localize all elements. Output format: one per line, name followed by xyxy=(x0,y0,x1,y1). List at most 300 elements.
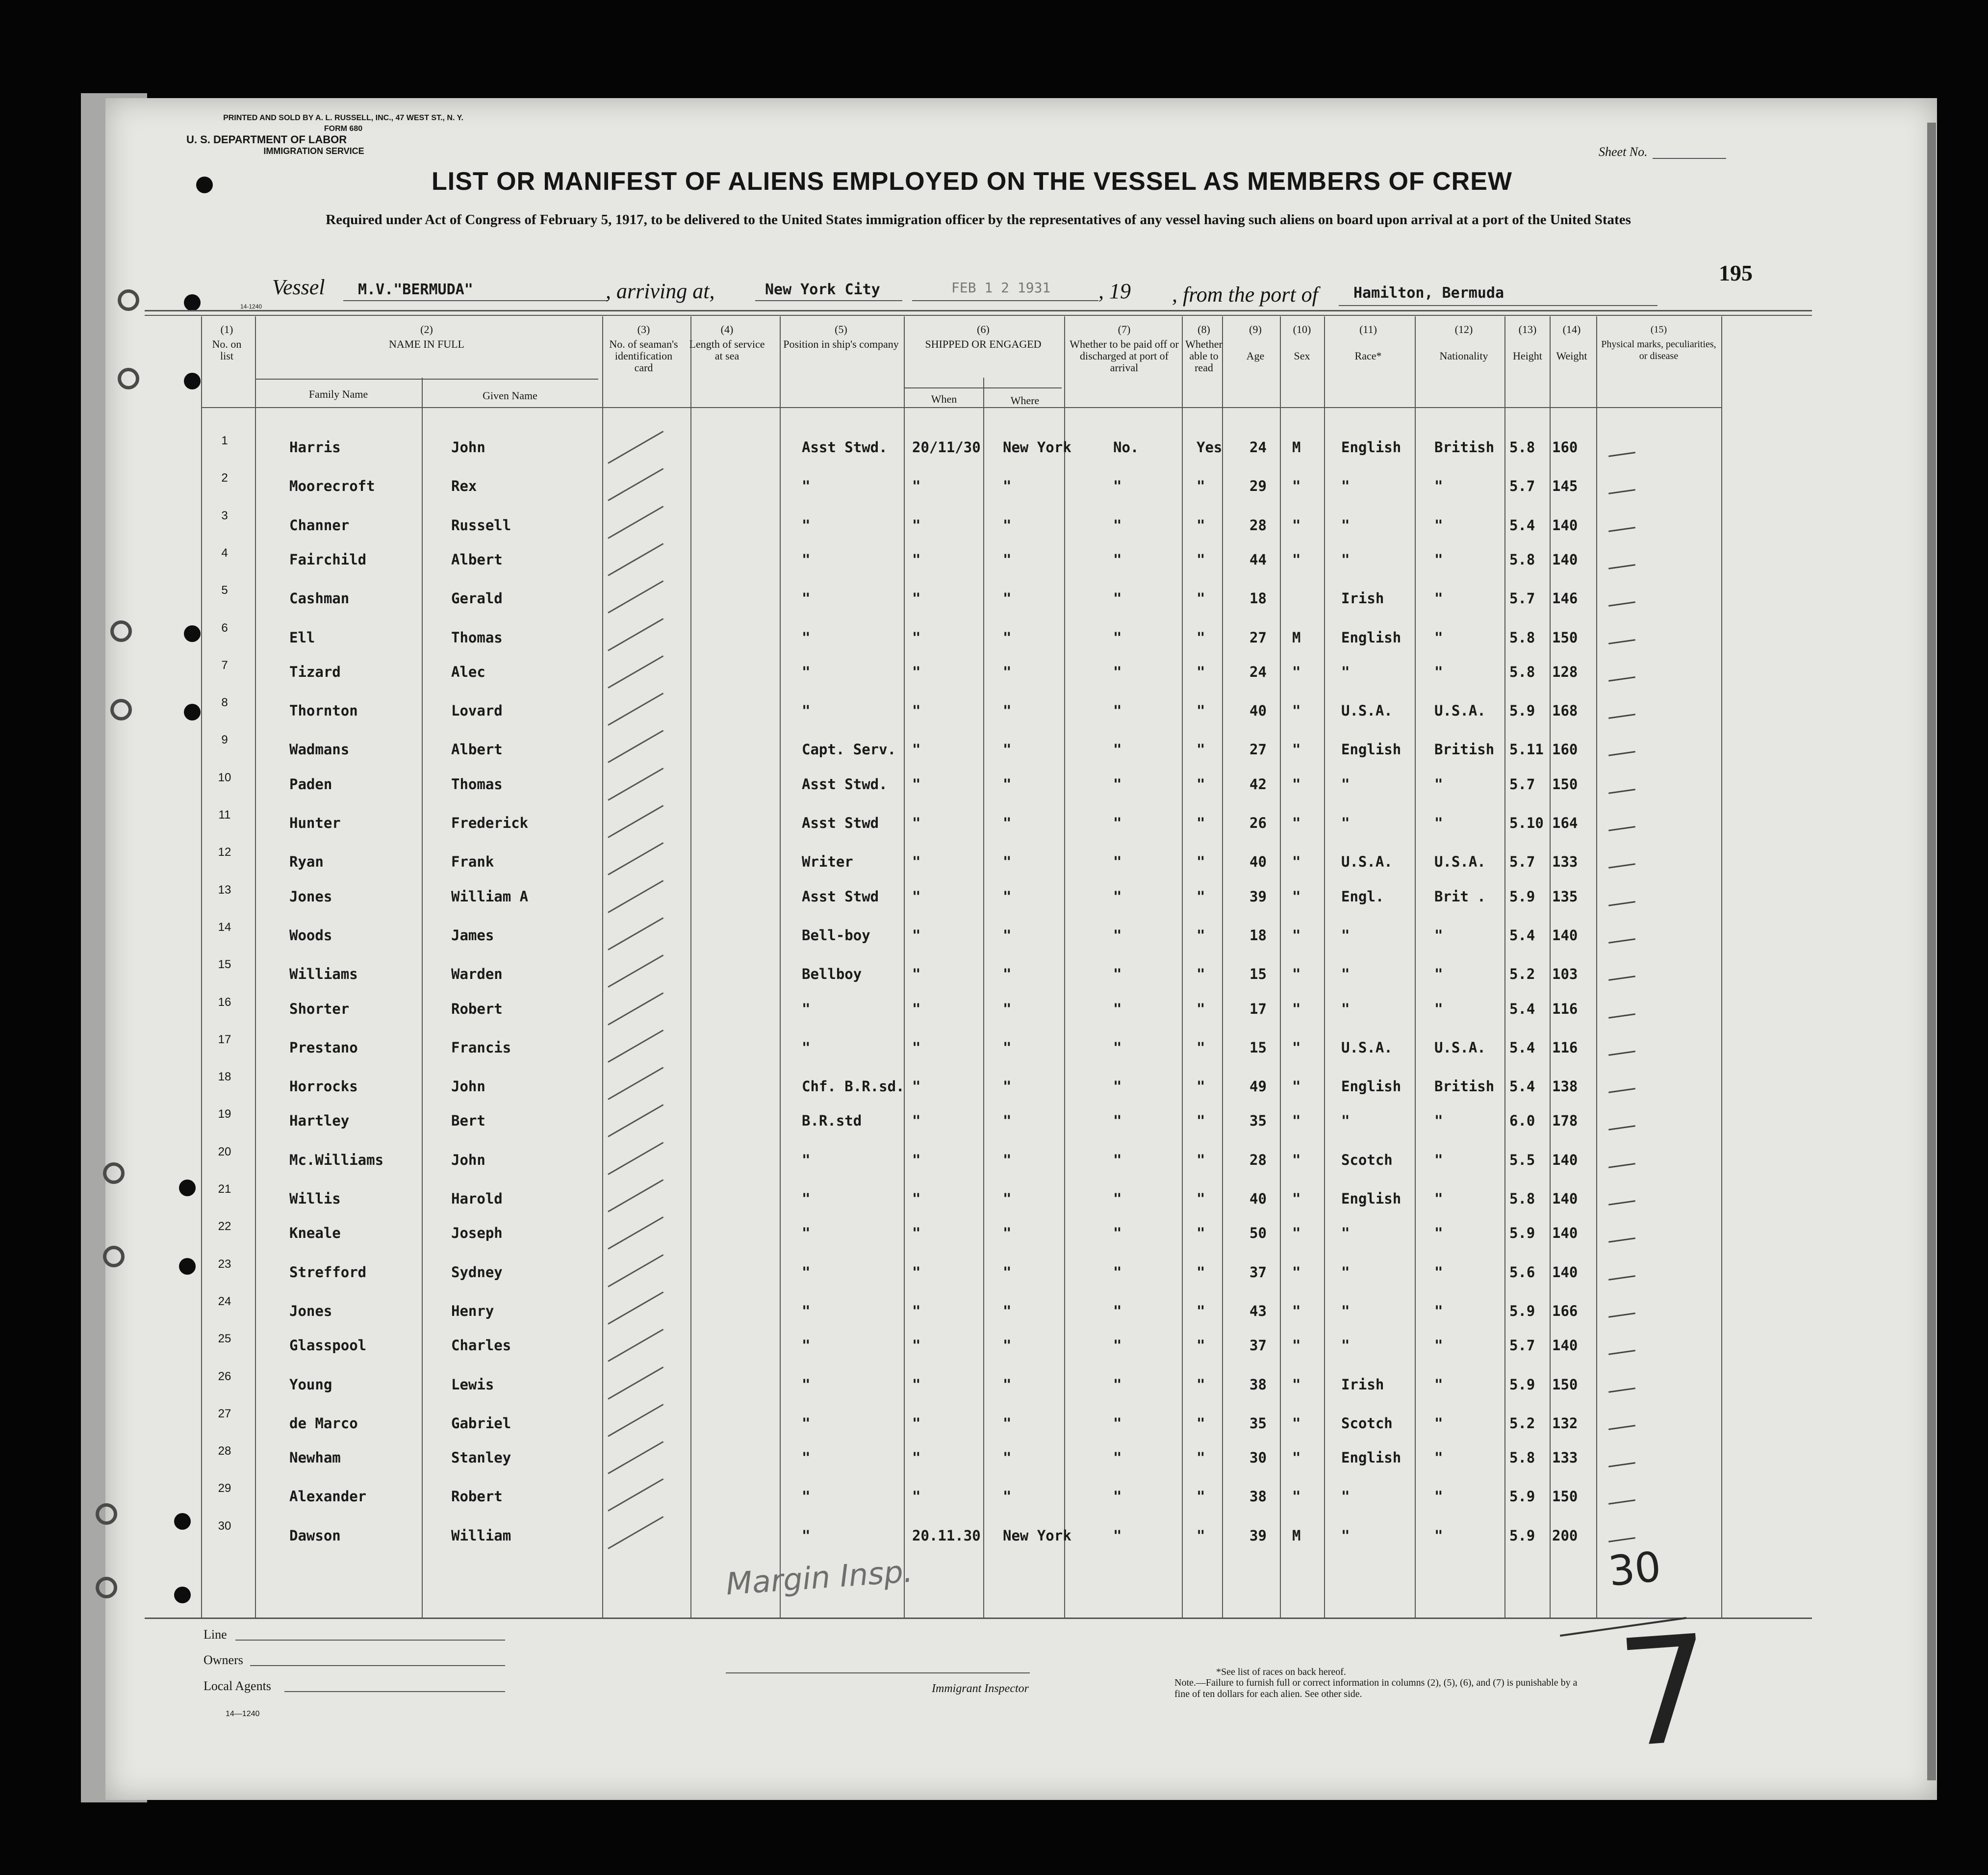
col9-header: (9) Age xyxy=(1246,323,1265,362)
cell-where: " xyxy=(1003,1302,1012,1319)
cell-weight: 166 xyxy=(1552,1302,1578,1319)
cell-family: Shorter xyxy=(289,1000,350,1017)
cell-sex: " xyxy=(1292,551,1301,568)
cell-height: 5.8 xyxy=(1509,1190,1535,1207)
cell-weight: 178 xyxy=(1552,1112,1578,1130)
cell-sex: " xyxy=(1292,1190,1301,1207)
col6-header: (6) SHIPPED OR ENGAGED xyxy=(925,323,1042,350)
column-rule xyxy=(201,316,202,1618)
cell-height: 5.9 xyxy=(1509,1225,1535,1242)
printer-credit: PRINTED AND SOLD BY A. L. RUSSELL, INC., 47 WEST ST., N. Y. xyxy=(223,114,463,122)
cell-height: 5.5 xyxy=(1509,1151,1535,1168)
binder-hole xyxy=(174,1587,191,1603)
cell-when: " xyxy=(912,1039,921,1056)
cell-paid: " xyxy=(1113,1337,1122,1354)
cell-where: " xyxy=(1003,1039,1012,1056)
cell-when: 20/11/30 xyxy=(912,439,981,456)
cell-race: U.S.A. xyxy=(1341,1039,1393,1056)
cell-family: Jones xyxy=(289,888,332,905)
cell-read: " xyxy=(1197,663,1205,680)
cell-nationality: " xyxy=(1434,516,1443,534)
cell-family: Paden xyxy=(289,775,332,793)
cell-age: 29 xyxy=(1249,478,1267,495)
cell-when: " xyxy=(912,629,921,646)
cell-given: Thomas xyxy=(451,629,503,646)
binder-hole xyxy=(179,1180,196,1196)
cell-family: de Marco xyxy=(289,1414,358,1432)
form-number: FORM 680 xyxy=(324,125,363,133)
cell-read: Yes xyxy=(1197,439,1223,456)
cell-age: 40 xyxy=(1249,1190,1267,1207)
cell-sex: " xyxy=(1292,815,1301,831)
cell-age: 24 xyxy=(1249,663,1267,680)
column-rule xyxy=(1324,316,1325,1618)
row-number: 24 xyxy=(218,1294,231,1308)
cell-given: Henry xyxy=(451,1302,494,1319)
binder-ring xyxy=(110,620,132,642)
from-port-line xyxy=(1339,305,1657,306)
where-header: Where xyxy=(1010,394,1040,407)
owners-label: Owners xyxy=(204,1653,243,1667)
cell-sex: " xyxy=(1292,1039,1301,1056)
manifest-subtitle: Required under Act of Congress of February 5, 1917, to be delivered to the United States immigration officer by the representatives of any vessel having such aliens on board upon arrival at a port of the United States xyxy=(326,212,1631,228)
cell-height: 5.9 xyxy=(1509,1527,1535,1544)
cell-read: " xyxy=(1197,815,1205,831)
cell-weight: 132 xyxy=(1552,1414,1578,1432)
cell-height: 5.9 xyxy=(1509,888,1535,905)
cell-given: William xyxy=(451,1527,511,1544)
binder-hole xyxy=(184,704,201,720)
cell-nationality: " xyxy=(1434,1190,1443,1207)
cell-where: " xyxy=(1003,1078,1012,1095)
cell-read: " xyxy=(1197,1190,1205,1207)
cell-paid: " xyxy=(1113,775,1122,793)
row-number: 16 xyxy=(218,995,231,1009)
cell-sex: " xyxy=(1292,1302,1301,1319)
cell-race: " xyxy=(1341,1337,1350,1354)
column-rule xyxy=(1721,316,1722,1618)
cell-position: " xyxy=(802,551,811,568)
cell-nationality: U.S.A. xyxy=(1434,702,1486,719)
cell-weight: 135 xyxy=(1552,888,1578,905)
cell-read: " xyxy=(1197,966,1205,983)
cell-position: " xyxy=(802,1337,811,1354)
cell-position: Asst Stwd. xyxy=(802,775,888,793)
cell-paid: " xyxy=(1113,926,1122,944)
cell-sex: " xyxy=(1292,1000,1301,1017)
cell-where: " xyxy=(1003,741,1012,758)
cell-where: " xyxy=(1003,1151,1012,1168)
cell-family: Harris xyxy=(289,439,341,456)
cell-nationality: British xyxy=(1434,439,1495,456)
column-rule xyxy=(1504,316,1505,1618)
cell-position: " xyxy=(802,1151,811,1168)
cell-given: Sydney xyxy=(451,1263,503,1281)
cell-nationality: " xyxy=(1434,1337,1443,1354)
cell-read: " xyxy=(1197,1337,1205,1354)
row-number: 7 xyxy=(221,658,228,672)
cell-given: Robert xyxy=(451,1488,503,1505)
cell-read: " xyxy=(1197,775,1205,793)
cell-race: " xyxy=(1341,663,1350,680)
cell-paid: " xyxy=(1113,1225,1122,1242)
cell-weight: 140 xyxy=(1552,1337,1578,1354)
cell-given: Charles xyxy=(451,1337,511,1354)
handwritten-count: 30 xyxy=(1606,1542,1663,1596)
cell-given: Gerald xyxy=(451,590,503,607)
cell-paid: " xyxy=(1113,478,1122,495)
binder-ring xyxy=(96,1503,117,1525)
row-number: 2 xyxy=(221,471,228,485)
binder-hole xyxy=(184,294,201,311)
cell-when: " xyxy=(912,1302,921,1319)
cell-paid: " xyxy=(1113,966,1122,983)
cell-given: William A xyxy=(451,888,529,905)
col11-header: (11) Race* xyxy=(1354,323,1382,362)
cell-age: 30 xyxy=(1249,1449,1267,1466)
cell-sex: " xyxy=(1292,926,1301,944)
cell-read: " xyxy=(1197,702,1205,719)
cell-paid: " xyxy=(1113,741,1122,758)
cell-age: 18 xyxy=(1249,590,1267,607)
cell-position: " xyxy=(802,1449,811,1466)
cell-given: John xyxy=(451,439,485,456)
cell-weight: 200 xyxy=(1552,1527,1578,1544)
row-number: 28 xyxy=(218,1444,231,1458)
cell-age: 40 xyxy=(1249,702,1267,719)
cell-when: " xyxy=(912,590,921,607)
cell-when: " xyxy=(912,1449,921,1466)
cell-weight: 160 xyxy=(1552,741,1578,758)
cell-height: 5.2 xyxy=(1509,1414,1535,1432)
column-rule xyxy=(1550,316,1551,1618)
cell-when: " xyxy=(912,1376,921,1393)
cell-sex: " xyxy=(1292,966,1301,983)
cell-given: John xyxy=(451,1078,485,1095)
row-number: 25 xyxy=(218,1332,231,1346)
cell-position: " xyxy=(802,1190,811,1207)
row-number: 5 xyxy=(221,584,228,597)
cell-paid: " xyxy=(1113,702,1122,719)
row-number: 26 xyxy=(218,1369,231,1383)
row-number: 18 xyxy=(218,1070,231,1084)
row-number: 3 xyxy=(221,509,228,522)
cell-paid: " xyxy=(1113,1376,1122,1393)
cell-family: Fairchild xyxy=(289,551,367,568)
cell-nationality: " xyxy=(1434,815,1443,831)
cell-family: Ryan xyxy=(289,853,324,871)
cell-weight: 140 xyxy=(1552,1190,1578,1207)
cell-where: " xyxy=(1003,926,1012,944)
cell-where: " xyxy=(1003,1488,1012,1505)
cell-where: " xyxy=(1003,478,1012,495)
arriving-line xyxy=(755,300,902,301)
cell-race: English xyxy=(1341,741,1402,758)
cell-position: " xyxy=(802,1488,811,1505)
sheet-no-line xyxy=(1653,158,1726,159)
cell-weight: 116 xyxy=(1552,1000,1578,1017)
cell-nationality: " xyxy=(1434,1376,1443,1393)
cell-sex: " xyxy=(1292,478,1301,495)
service-name: IMMIGRATION SERVICE xyxy=(263,146,364,156)
cell-paid: " xyxy=(1113,1190,1122,1207)
cell-when: " xyxy=(912,741,921,758)
cell-nationality: British xyxy=(1434,741,1495,758)
column-rule xyxy=(1222,316,1223,1618)
cell-sex: " xyxy=(1292,702,1301,719)
cell-weight: 168 xyxy=(1552,702,1578,719)
cell-race: " xyxy=(1341,478,1350,495)
cell-given: John xyxy=(451,1151,485,1168)
cell-when: " xyxy=(912,551,921,568)
cell-height: 5.7 xyxy=(1509,1337,1535,1354)
binder-hole xyxy=(174,1513,191,1530)
arriving-label: , arriving at, xyxy=(606,279,715,303)
cell-paid: " xyxy=(1113,1078,1122,1095)
cell-paid: " xyxy=(1113,888,1122,905)
inspector-line xyxy=(726,1672,1030,1673)
cell-family: Strefford xyxy=(289,1263,367,1281)
cell-race: Irish xyxy=(1341,1376,1384,1393)
margin-inspection-note: Margin Insp. xyxy=(724,1553,914,1602)
column-rule xyxy=(904,316,905,1618)
cell-paid: " xyxy=(1113,590,1122,607)
cell-race: " xyxy=(1341,1263,1350,1281)
cell-weight: 140 xyxy=(1552,1151,1578,1168)
cell-age: 49 xyxy=(1249,1078,1267,1095)
cell-weight: 138 xyxy=(1552,1078,1578,1095)
row-number: 20 xyxy=(218,1145,231,1158)
date-stamp: FEB 1 2 1931 xyxy=(951,280,1051,296)
cell-when: " xyxy=(912,702,921,719)
cell-sex: " xyxy=(1292,1449,1301,1466)
cell-weight: 150 xyxy=(1552,629,1578,646)
col7-header: (7) Whether to be paid off or discharged at port of arrival xyxy=(1070,323,1179,374)
cell-where: " xyxy=(1003,663,1012,680)
cell-when: " xyxy=(912,516,921,534)
cell-paid: " xyxy=(1113,516,1122,534)
row-number: 22 xyxy=(218,1220,231,1233)
cell-given: Bert xyxy=(451,1112,485,1130)
row-number: 15 xyxy=(218,958,231,972)
cell-weight: 140 xyxy=(1552,516,1578,534)
row-number: 4 xyxy=(221,546,228,560)
cell-position: " xyxy=(802,478,811,495)
cell-sex: " xyxy=(1292,1078,1301,1095)
table-bottom-rule xyxy=(145,1618,1812,1619)
cell-when: " xyxy=(912,775,921,793)
cell-family: Tizard xyxy=(289,663,341,680)
cell-height: 5.7 xyxy=(1509,775,1535,793)
vessel-line xyxy=(343,300,608,301)
cell-family: Williams xyxy=(289,966,358,983)
cell-family: Hunter xyxy=(289,815,341,831)
cell-race: English xyxy=(1341,439,1402,456)
cell-when: " xyxy=(912,1151,921,1168)
cell-given: Albert xyxy=(451,741,503,758)
local-agents-field xyxy=(284,1691,505,1692)
cell-height: 5.4 xyxy=(1509,1039,1535,1056)
row-number: 21 xyxy=(218,1182,231,1196)
cell-read: " xyxy=(1197,1078,1205,1095)
cell-age: 37 xyxy=(1249,1337,1267,1354)
from-port-label: , from the port of xyxy=(1172,283,1318,307)
col14-header: (14) Weight xyxy=(1556,323,1587,362)
cell-paid: " xyxy=(1113,1414,1122,1432)
cell-age: 15 xyxy=(1249,1039,1267,1056)
cell-given: Lewis xyxy=(451,1376,494,1393)
cell-weight: 145 xyxy=(1552,478,1578,495)
cell-height: 5.4 xyxy=(1509,1078,1535,1095)
year-label: , 19 xyxy=(1098,279,1131,303)
cell-race: " xyxy=(1341,551,1350,568)
cell-age: 37 xyxy=(1249,1263,1267,1281)
cell-nationality: " xyxy=(1434,1488,1443,1505)
cell-family: Mc.Williams xyxy=(289,1151,384,1168)
cell-where: " xyxy=(1003,815,1012,831)
cell-family: Prestano xyxy=(289,1039,358,1056)
cell-family: Glasspool xyxy=(289,1337,367,1354)
cell-where: " xyxy=(1003,966,1012,983)
row-number: 27 xyxy=(218,1407,231,1420)
col13-header: (13) Height xyxy=(1513,323,1542,362)
cell-where: " xyxy=(1003,629,1012,646)
cell-age: 28 xyxy=(1249,1151,1267,1168)
cell-height: 5.2 xyxy=(1509,966,1535,983)
binder-hole xyxy=(196,177,213,193)
cell-race: Scotch xyxy=(1341,1414,1393,1432)
cell-family: Newham xyxy=(289,1449,341,1466)
races-note: *See list of races on back hereof. xyxy=(1216,1667,1346,1677)
cell-sex: " xyxy=(1292,1225,1301,1242)
cell-when: " xyxy=(912,1263,921,1281)
cell-family: Channer xyxy=(289,516,350,534)
when-header: When xyxy=(931,393,957,405)
row-number: 17 xyxy=(218,1032,231,1046)
cell-read: " xyxy=(1197,888,1205,905)
cell-where: " xyxy=(1003,516,1012,534)
cell-family: Willis xyxy=(289,1190,341,1207)
cell-where: " xyxy=(1003,702,1012,719)
cell-where: " xyxy=(1003,1190,1012,1207)
cell-family: Kneale xyxy=(289,1225,341,1242)
cell-nationality: " xyxy=(1434,478,1443,495)
cell-race: Scotch xyxy=(1341,1151,1393,1168)
cell-given: Gabriel xyxy=(451,1414,511,1432)
row-number: 23 xyxy=(218,1257,231,1271)
cell-height: 5.9 xyxy=(1509,1376,1535,1393)
cell-height: 5.7 xyxy=(1509,590,1535,607)
binder-ring xyxy=(103,1162,125,1184)
cell-family: Thornton xyxy=(289,702,358,719)
cell-sex: " xyxy=(1292,1263,1301,1281)
cell-age: 38 xyxy=(1249,1488,1267,1505)
cell-where: " xyxy=(1003,1225,1012,1242)
cell-when: " xyxy=(912,1078,921,1095)
cell-when: " xyxy=(912,478,921,495)
cell-height: 5.11 xyxy=(1509,741,1544,758)
cell-given: Warden xyxy=(451,966,503,983)
cell-position: Asst Stwd xyxy=(802,888,879,905)
cell-position: " xyxy=(802,629,811,646)
cell-height: 5.4 xyxy=(1509,1000,1535,1017)
cell-paid: " xyxy=(1113,629,1122,646)
cell-nationality: " xyxy=(1434,1263,1443,1281)
cell-where: " xyxy=(1003,1376,1012,1393)
cell-sex: M xyxy=(1292,439,1301,456)
cell-given: Alec xyxy=(451,663,485,680)
row-number: 30 xyxy=(218,1519,231,1533)
col3-header: (3) No. of seaman's identification card xyxy=(609,323,678,374)
cell-age: 15 xyxy=(1249,966,1267,983)
cell-given: Stanley xyxy=(451,1449,511,1466)
column-rule xyxy=(255,316,256,1618)
cell-weight: 140 xyxy=(1552,926,1578,944)
column-rule xyxy=(1596,316,1597,1618)
form-code: 14—1240 xyxy=(226,1710,260,1718)
cell-paid: " xyxy=(1113,1112,1122,1130)
cell-paid: " xyxy=(1113,1151,1122,1168)
cell-when: " xyxy=(912,1112,921,1130)
cell-paid: " xyxy=(1113,663,1122,680)
cell-race: English xyxy=(1341,1449,1402,1466)
cell-paid: " xyxy=(1113,1488,1122,1505)
cell-position: Chf. B.R.sd. xyxy=(802,1078,905,1095)
binder-ring xyxy=(110,699,132,720)
cell-nationality: " xyxy=(1434,775,1443,793)
cell-sex: " xyxy=(1292,1376,1301,1393)
cell-height: 5.7 xyxy=(1509,853,1535,871)
column-rule xyxy=(690,316,691,1618)
cell-weight: 128 xyxy=(1552,663,1578,680)
row-number: 19 xyxy=(218,1107,231,1121)
cell-nationality: " xyxy=(1434,629,1443,646)
binder-hole xyxy=(184,625,201,642)
cell-given: Joseph xyxy=(451,1225,503,1242)
vessel-name: M.V."BERMUDA" xyxy=(358,281,473,298)
cell-sex: " xyxy=(1292,1112,1301,1130)
cell-where: " xyxy=(1003,1000,1012,1017)
cell-position: " xyxy=(802,1039,811,1056)
cell-nationality: " xyxy=(1434,926,1443,944)
cell-position: " xyxy=(802,516,811,534)
sheet-edge xyxy=(1927,123,1936,1780)
cell-position: Bell-boy xyxy=(802,926,870,944)
cell-where: New York xyxy=(1003,439,1071,456)
cell-read: " xyxy=(1197,1039,1205,1056)
cell-family: Hartley xyxy=(289,1112,350,1130)
cell-where: " xyxy=(1003,551,1012,568)
page-number: 195 xyxy=(1719,260,1753,285)
cell-race: U.S.A. xyxy=(1341,702,1393,719)
date-line xyxy=(912,300,1098,301)
cell-height: 5.10 xyxy=(1509,815,1544,831)
cell-read: " xyxy=(1197,926,1205,944)
cell-nationality: " xyxy=(1434,1225,1443,1242)
cell-read: " xyxy=(1197,1414,1205,1432)
cell-race: U.S.A. xyxy=(1341,853,1393,871)
cell-height: 5.8 xyxy=(1509,439,1535,456)
cell-read: " xyxy=(1197,1376,1205,1393)
row-number: 9 xyxy=(221,733,228,747)
cell-weight: 150 xyxy=(1552,1376,1578,1393)
cell-height: 5.7 xyxy=(1509,478,1535,495)
penalty-note: Note.—Failure to furnish full or correct information in columns (2), (5), (6), and (7) is punishable by a fine of ten dollars for each alien. See other side. xyxy=(1174,1677,1578,1699)
column-rule xyxy=(1280,316,1281,1618)
cell-position: " xyxy=(802,590,811,607)
cell-height: 5.4 xyxy=(1509,926,1535,944)
cell-sex: " xyxy=(1292,1414,1301,1432)
